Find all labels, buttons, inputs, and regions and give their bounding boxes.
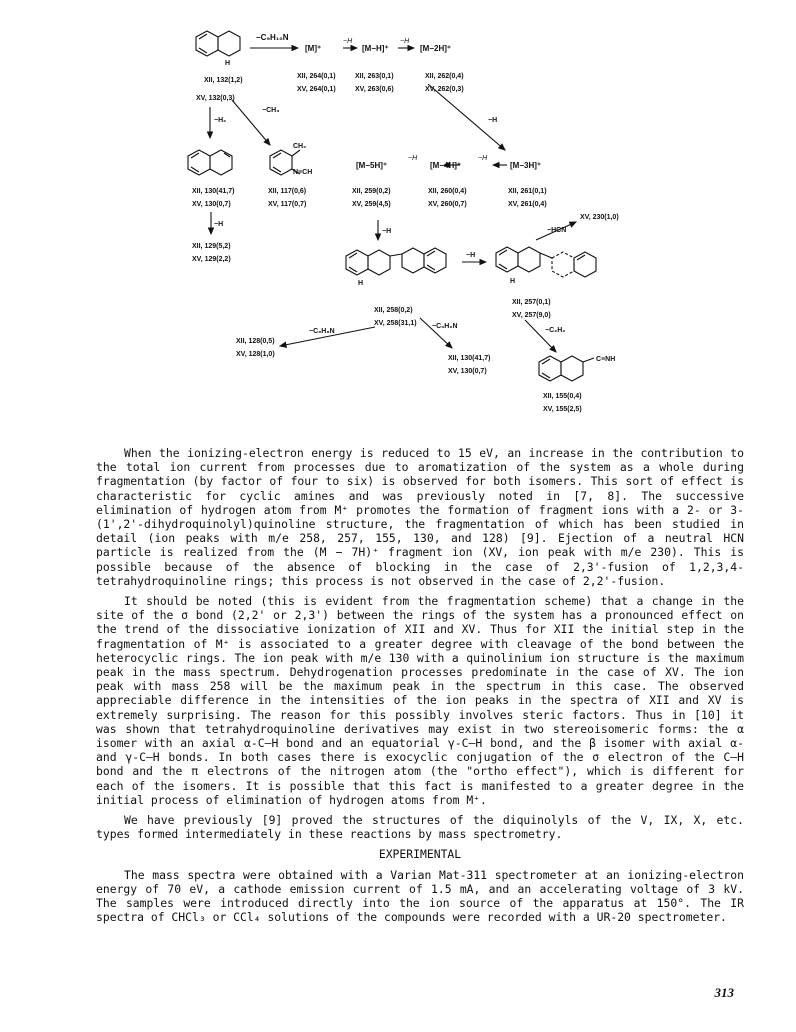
m-minus-5h-label: [M−5H]⁺ [356, 161, 388, 170]
section-heading: EXPERIMENTAL [378, 847, 462, 862]
nitrile-label: N≡CH [293, 169, 313, 176]
intensity-label: XV, 130(0,7) [192, 201, 231, 208]
h-label-3: H [510, 278, 516, 285]
m-minus-2h-label: [M−2H]⁺ [420, 44, 452, 53]
intensity-label: XV, 230(1,0) [580, 214, 619, 221]
h-label-1: H [225, 60, 231, 67]
dihydroquinolyl-quinoline-structure [346, 248, 446, 275]
intensity-label: XII, 258(0,2) [374, 307, 413, 314]
intensity-label: XV, 257(9,0) [512, 312, 551, 319]
intensity-label: XV, 117(0,7) [268, 201, 307, 208]
loss-h-label-4: −H [408, 155, 418, 162]
intensity-label: XV, 129(2,2) [192, 256, 231, 263]
intensity-label: XV, 132(0,3) [196, 95, 235, 102]
loss-c9h10n-label: −C₉H₁₀N [256, 33, 289, 42]
ch2-label: CH₂ [293, 143, 307, 150]
molecular-ion-label: [M]⁺ [305, 44, 322, 53]
intensity-label: XV, 261(0,4) [508, 201, 547, 208]
intensity-label: XII, 128(0,5) [236, 338, 275, 345]
loss-hcn-label: −HCN [547, 227, 567, 234]
loss-c2h2-label: −C₂H₂ [545, 327, 566, 334]
paragraph-3: We have previously [9] proved the structures of the diquinolyls of the V, IX, X, etc. types formed intermediately in these reactions by mass spectrometry. [96, 813, 744, 842]
loss-h-label-7: −H [382, 228, 392, 235]
loss-c9h8n-label: −C₉H₈N [309, 328, 335, 335]
loss-h-label-1: −H [343, 38, 353, 45]
m-minus-3h-label: [M−3H]⁺ [510, 161, 542, 170]
intensity-label: XV, 259(4,5) [352, 201, 391, 208]
loss-h-label-2: −H [400, 38, 410, 45]
intensity-label: XII, 257(0,1) [512, 299, 551, 306]
loss-h-label-8: −H [466, 252, 476, 259]
loss-h2-label: −H₂ [214, 117, 227, 124]
intensity-label: XII, 260(0,4) [428, 188, 467, 195]
intensity-label: XV, 262(0,3) [425, 86, 464, 93]
intensity-label: XV, 130(0,7) [448, 368, 487, 375]
loss-ch3-label: −CH₃ [262, 107, 280, 114]
intensity-label: XII, 132(1,2) [204, 77, 243, 84]
intensity-label: XII, 130(41,7) [192, 188, 235, 195]
page-number: 313 [714, 985, 734, 1000]
intensity-label: XII, 262(0,4) [425, 73, 464, 80]
intensity-label: XII, 261(0,1) [508, 188, 547, 195]
intensity-label: XII, 129(5,2) [192, 243, 231, 250]
quinolinium-structure [188, 150, 232, 175]
experimental-paragraph: The mass spectra were obtained with a Varian Mat-311 spectrometer at an ionizing-electron energy of 70 eV, a cathode emission current of 1.5 mA, and an accelerating voltage of 3 kV. The samples were introduced directly into the ion source of the apparatus at 150°. The IR spectra of CHCl₃ or CCl₄ solutions of the compounds were recorded with a UR-20 spectrometer. [96, 867, 744, 925]
loss-h-label-5: −H [478, 155, 488, 162]
intensity-label: XV, 263(0,6) [355, 86, 394, 93]
fragmentation-scheme [0, 0, 796, 430]
intensity-label: XV, 155(2,5) [543, 406, 582, 413]
m-minus-h-label: [M−H]⁺ [362, 44, 389, 53]
loss-h-label-6: −H [214, 221, 224, 228]
article-body [96, 446, 744, 931]
intensity-label: XV, 128(1,0) [236, 351, 275, 358]
intensity-label: XII, 263(0,1) [355, 73, 394, 80]
intensity-label: XII, 130(41,7) [448, 355, 491, 362]
intensity-label: XV, 258(31,1) [374, 320, 417, 327]
h-label-2: H [358, 280, 364, 287]
intensity-label: XII, 155(0,4) [543, 393, 582, 400]
diquinolyl-ion-structure [496, 247, 596, 277]
intensity-label: XII, 259(0,2) [352, 188, 391, 195]
intensity-label: XV, 260(0,7) [428, 201, 467, 208]
dihydroquinolinium-structure [196, 31, 240, 56]
intensity-label: XII, 264(0,1) [297, 73, 336, 80]
paragraph-2: It should be noted (this is evident from the fragmentation scheme) that a change in the site of the σ bond (2,2' or 2,3') between the rings of the system has a pronounced effect on the trend of the dissociative ionization of XII and XV. Thus for XII the initial step in the fragmentation of M⁺ is associated to a greater degree with cleavage of the bond between the heterocyclic rings. The ion peak with m/e 130 with a quinolinium ion structure is the maximum peak in the mass spectrum. Dehydrogenation processes predominate in the case of XV. The ion peak with mass 258 will be the maximum peak in the spectrum in this case. The observed appreciable difference in the intensities of the ion peaks in the spectra of XII and XV is extremely surprising. The reason for this possibly involves steric factors. Thus in [10] it was shown that tetrahydroquinoline derivatives may exist in two stereoisomeric forms: the α isomer with an axial α-C–H bond and an equatorial γ-C–H bond, and the β isomer with axial α- and γ-C–H bonds. In both cases there is exocyclic conjugation of the σ electron of the C–H bond and the π electrons of the nitrogen atom (the "ortho effect"), which is different for each of the isomers. It is possible that this fact is manifested to a greater degree in the initial process of elimination of hydrogen atoms from M⁺. [96, 594, 744, 807]
paragraph-1: When the ionizing-electron energy is reduced to 15 eV, an increase in the contribution to the total ion current from processes due to aromatization of the system as a whole during fragmentation (by factor of four to six) is observed for both isomers. This sort of effect is characteristic for cyclic amines and was previously noted in [7, 8]. The successive elimination of hydrogen atom from M⁺ promotes the formation of fragment ions with a 2- or 3-(1',2'-dihydroquinolyl)quinoline structure, the fragmentation of which has been studied in detail (ion peaks with m/e 258, 257, 155, 130, and 128) [9]. Ejection of a neutral HCN particle is realized from the (M − 7H)⁺ fragment ion (XV, ion peak with m/e 230). This is possible because of the absence of blocking in the case of 2,3'-fusion of 1,2,3,4-tetrahydroquinoline rings; this process is not observed in the case of 2,2'-fusion. [96, 446, 744, 588]
quinolyl-iminium-structure [539, 356, 594, 381]
intensity-label: XII, 117(0,6) [268, 188, 307, 195]
m-minus-4h-label: [M−4H]⁺ [430, 161, 462, 170]
iminium-label: C≡NH [596, 356, 616, 363]
loss-h-label-3: −H [488, 117, 498, 124]
intensity-label: XV, 264(0,1) [297, 86, 336, 93]
loss-c9h6n-label: −C₉H₆N [432, 323, 458, 330]
